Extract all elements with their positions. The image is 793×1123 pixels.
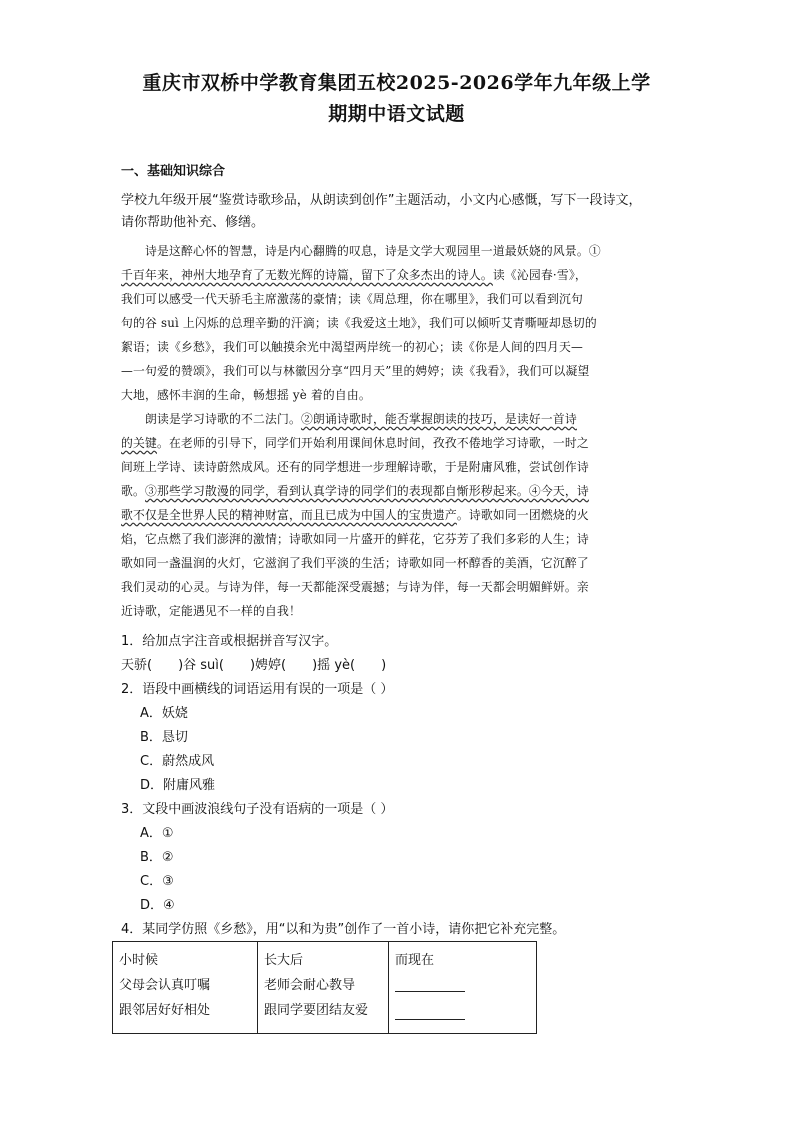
passage-line: 诗是这醉心怀的智慧，诗是内心翻腾的叹息，诗是文学大观园里一道最妖娆的风景。① [121,244,601,258]
passage-text: 读《沁园春·雪》， [492,268,587,282]
passage-line: —一句爱的赞颂》，我们可以与林徽因分享“四月天”里的娉婷；读《我看》，我们可以凝望 [121,364,590,378]
passage-text: 。在老师的引导下，同学们开始利用课间休息时间，孜孜不倦地学习诗歌，一时之 [157,436,589,450]
passage-line [121,434,673,451]
exam-title-line-2: 期期中语文试题 [328,103,465,125]
poem-column-adulthood [258,942,389,1034]
passage-line [121,506,673,523]
passage-line [121,482,673,499]
wavy-sentence-4-end: 歌不仅是全世界人民的精神财富，而且已成为中国人的宝贵遗产 [121,508,457,522]
wavy-sentence-4: ④今天，诗 [528,484,589,498]
passage-line: 焰，它点燃了我们澎湃的激情；诗歌如同一片盛开的鲜花，它芬芳了我们多彩的人生；诗 [121,532,589,546]
poem-line: 长大后 [264,953,304,968]
passage-line: 歌如同一盏温润的火灯，它滋润了我们平淡的生活；诗歌如同一杯醇香的美酒，它沉醉了 [121,556,589,570]
poem-line: 而现在 [395,953,435,968]
poem-line: 跟邻居好好相处 [119,1003,211,1018]
passage-line: 我们灵动的心灵。与诗为伴，每一天都能深受震撼；与诗为伴，每一天都会明媚鲜妍。亲 [121,580,589,594]
passage-line [121,266,673,283]
poem-column-now [389,942,537,1034]
question-3-stem: 3．文段中画波浪线句子没有语病的一项是（ ） [121,802,394,817]
passage-line: 句的谷 suì 上闪烁的总理辛勤的汗滴；读《我爱这土地》，我们可以倾听艾青嘶哑却恳切的 [121,316,597,330]
question-2-stem: 2．语段中画横线的词语运用有误的一项是（ ） [121,682,394,697]
question-2-option-d[interactable]: D．附庸风雅 [140,778,216,793]
question-4-stem: 4．某同学仿照《乡愁》，用“以和为贵”创作了一首小诗，请你把它补充完整。 [121,922,566,937]
passage-text: 朗读是学习诗歌的不二法门。 [121,412,301,426]
wavy-sentence-3: ③那些学习散漫的同学，看到认真学诗的同学们的表现都自惭形秽起来。 [145,484,529,498]
poem-blank-2[interactable] [395,1001,465,1020]
passage-line: 间班上学诗、读诗蔚然成风。还有的同学想进一步理解诗歌，于是附庸风雅，尝试创作诗 [121,460,589,474]
poem-table [112,941,537,1034]
question-2-option-c[interactable]: C．蔚然成风 [140,754,215,769]
question-1-stem: 1．给加点字注音或根据拼音写汉字。 [121,634,338,649]
poem-line: 跟同学要团结友爱 [264,1003,369,1018]
wavy-sentence-2-end: 的关键 [121,436,157,450]
passage-line [121,410,673,427]
poem-column-childhood [113,942,258,1034]
question-1-blanks[interactable]: 天骄( )谷 suì( )娉婷( )摇 yè( ) [121,658,387,673]
passage-text: 。诗歌如同一团燃烧的火 [456,508,589,522]
question-3-option-a[interactable]: A．① [140,826,174,841]
section-heading: 一、基础知识综合 [121,164,226,179]
poem-line: 父母会认真叮嘱 [119,978,211,993]
question-3-option-c[interactable]: C．③ [140,874,174,889]
passage-line: 大地，感怀丰润的生命，畅想摇 yè 着的自由。 [121,388,371,402]
poem-line: 小时候 [119,953,159,968]
intro-line-2: 请你帮助他补充、修缮。 [121,215,265,230]
question-3-option-d[interactable]: D．④ [140,898,175,913]
passage-text: 歌。 [121,484,145,498]
passage-line: 近诗歌，定能遇见不一样的自我！ [121,604,301,618]
question-2-option-a[interactable]: A．妖娆 [140,706,188,721]
intro-line-1: 学校九年级开展“鉴赏诗歌珍品，从朗读到创作”主题活动，小文内心感慨，写下一段诗文， [121,193,642,208]
poem-line: 老师会耐心教导 [264,978,356,993]
wavy-sentence-1: 千百年来，神州大地孕育了无数光辉的诗篇，留下了众多杰出的诗人。 [121,268,493,282]
exam-title-line-1: 重庆市双桥中学教育集团五校2025-2026学年九年级上学 [142,72,651,94]
question-2-option-b[interactable]: B．恳切 [140,730,188,745]
question-3-option-b[interactable]: B．② [140,850,174,865]
passage-line: 絮语；读《乡愁》，我们可以触摸余光中渴望两岸统一的初心；读《你是人间的四月天— [121,340,583,354]
wavy-sentence-2: ②朗诵诗歌时，能否掌握朗读的技巧，是读好一首诗 [300,412,577,426]
passage-line: 我们可以感受一代天骄毛主席激荡的豪情；读《周总理，你在哪里》，我们可以看到沉句 [121,292,583,306]
poem-blank-1[interactable] [395,973,465,992]
